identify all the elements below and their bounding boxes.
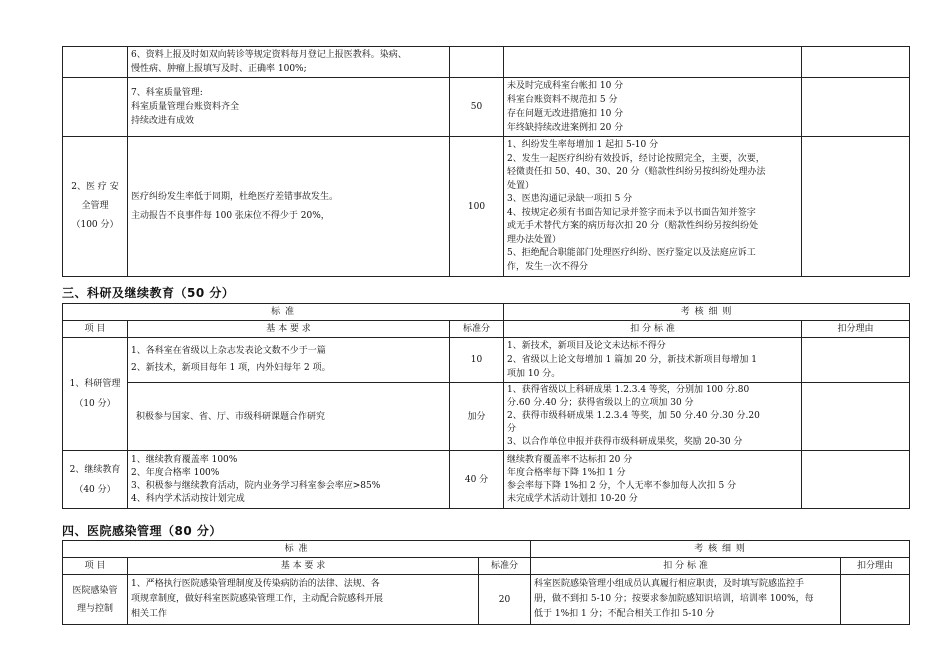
item-cell (63, 575, 128, 625)
score-cell: 20 (479, 575, 531, 625)
table-header-row (63, 541, 910, 558)
item-cell (63, 137, 128, 277)
column-header: 扣分理由 (841, 558, 910, 575)
text-line: 低于 1%扣 1 分；不配合相关工作扣 5-10 分 (534, 609, 715, 619)
text-line: 1、科研管理 (69, 379, 121, 389)
text-line: 存在问题无改进措施扣 10 分 (507, 109, 624, 119)
table-header-row (63, 558, 910, 575)
text-line: 4、科内学术活动按计划完成 (131, 493, 245, 504)
text-line: 3、积极参与继续教育活动，院内业务学习科室参会率应>85% (131, 480, 381, 491)
column-header: 扣分理由 (802, 321, 910, 338)
text-line: 1、新技术，新项目及论文未达标不得分 (507, 341, 666, 351)
text-line: 科室医院感染管理小组成员认真履行相应职责，及时填写院感监控手 (534, 579, 805, 589)
infection-control-table (62, 540, 910, 625)
deduction-cell (504, 47, 802, 78)
score-cell: 50 (450, 78, 504, 137)
table-row (63, 47, 910, 78)
item-cell (63, 78, 128, 137)
column-header: 基 本 要 求 (128, 321, 450, 338)
text-line: 科室质量管理台账资料齐全 (131, 102, 240, 112)
text-line: 主动报告不良事件每 100 张床位不得少于 20%， (131, 210, 330, 221)
requirement-cell: 积极参与国家、省、厅、市级科研课题合作研究 (128, 383, 450, 451)
text-line: 2、继续教育 (69, 464, 121, 475)
score-cell: 100 (450, 137, 504, 277)
text-line: 1、获得省级以上科研成果 1.2.3.4 等奖，分别加 100 分.80 (507, 385, 750, 395)
text-line: 未完成学术活动计划扣 10-20 分 (507, 493, 638, 504)
text-line: 作，发生一次不得分 (507, 261, 589, 272)
text-line: 理与控制 (76, 603, 113, 614)
column-header: 标准分 (479, 558, 531, 575)
text-line: 3、以合作单位申报并获得市级科研成果奖，奖励 20-30 分 (507, 437, 743, 447)
reason-cell (802, 78, 910, 137)
deduction-cell (531, 575, 841, 625)
deduction-cell (504, 78, 802, 137)
text-line: 全管理 (81, 201, 109, 211)
table-row (63, 383, 910, 451)
text-line: 科室台账资料不规范扣 5 分 (507, 95, 618, 105)
text-line: 年终缺持续改进案例扣 20 分 (507, 123, 624, 133)
score-cell: 40 分 (450, 451, 504, 509)
column-header: 项 目 (63, 321, 128, 338)
detail-header: 考 核 细 则 (504, 304, 910, 321)
text-line: 医院感染管 (72, 585, 118, 596)
text-line: 理办法处置） (507, 234, 562, 245)
score-cell: 10 (450, 338, 504, 383)
text-line: （10 分） (74, 399, 116, 409)
deduction-cell (504, 383, 802, 451)
table-row (63, 78, 910, 137)
item-cell (63, 451, 128, 509)
text-line: 医疗纠纷发生率低于同期，杜绝医疗差错事故发生。 (131, 191, 339, 202)
table-header-row (63, 321, 910, 338)
text-line: 相关工作 (131, 609, 168, 619)
column-header: 基 本 要 求 (128, 558, 479, 575)
text-line: 2、获得市级科研成果 1.2.3.4 等奖，加 50 分.40 分.30 分.20 (507, 411, 760, 421)
text-line: 分.60 分.40 分；获得省级以上的立项加 30 分 (507, 398, 694, 408)
reason-cell (802, 383, 910, 451)
text-line: 2、年度合格率 100% (131, 467, 220, 478)
text-line: 轻微责任扣 50、40、30、20 分（赔款性纠纷另按纠纷处理办法 (507, 167, 766, 177)
reason-cell (802, 137, 910, 277)
reason-cell (802, 47, 910, 78)
item-cell (63, 47, 128, 78)
text-line: 4、按规定必须有书面告知记录并签字而未予以书面告知并签字 (507, 207, 756, 218)
text-line: 1、纠纷发生率每增加 1 起扣 5-10 分 (507, 140, 659, 150)
requirement-cell (128, 137, 450, 277)
requirement-cell (128, 338, 450, 383)
table-row (63, 575, 910, 625)
text-line: 1、继续教育覆盖率 100% (131, 454, 238, 465)
text-line: 册，做不到扣 5-10 分；按要求参加院感知识培训，培训率 100%，每 (534, 594, 814, 604)
section-title: 三、科研及继续教育（50 分） (62, 286, 235, 300)
table-row (63, 137, 910, 277)
requirement-cell (128, 575, 479, 625)
column-header: 项 目 (63, 558, 128, 575)
table-header-row (63, 304, 910, 321)
text-line: 年度合格率每下降 1%扣 1 分 (507, 467, 626, 478)
medical-quality-table (62, 46, 910, 277)
text-line: 3、医患沟通记录缺一项扣 5 分 (507, 194, 633, 204)
requirement-cell (128, 78, 450, 137)
reason-cell (802, 338, 910, 383)
text-line: （100 分） (71, 220, 119, 230)
text-line: 1、严格执行医院感染管理制度及传染病防治的法律、法规、各 (131, 579, 380, 589)
deduction-cell (504, 338, 802, 383)
detail-header: 考 核 细 则 (531, 541, 910, 558)
item-cell (63, 338, 128, 451)
text-line: 2、新技术，新项目每年 1 项，内外妇每年 2 项。 (131, 363, 331, 373)
requirement-cell (128, 451, 450, 509)
text-line: 慢性病、肿瘤上报填写及时、正确率 100%; (131, 64, 307, 74)
text-line: 1、各科室在省级以上杂志发表论文数不少于一篇 (131, 346, 326, 356)
text-line: 7、科室质量管理: (131, 88, 203, 98)
text-line: （40 分） (74, 484, 116, 495)
deduction-cell (504, 137, 802, 277)
column-header: 标准分 (450, 321, 504, 338)
standard-header: 标 准 (63, 541, 531, 558)
text-line: 参会率每下降 1%扣 2 分，个人无率不参加每人次扣 5 分 (507, 480, 737, 491)
text-line: 分 (507, 424, 517, 434)
score-cell: 加分 (450, 383, 504, 451)
reason-cell (802, 451, 910, 509)
section-title: 四、医院感染管理（80 分） (62, 524, 222, 538)
score-cell (450, 47, 504, 78)
standard-header: 标 准 (63, 304, 504, 321)
text-line: 项规章制度，做好科室医院感染管理工作，主动配合院感科开展 (131, 594, 384, 604)
column-header: 扣 分 标 准 (504, 321, 802, 338)
text-line: 未及时完成科室台帐扣 10 分 (507, 81, 624, 91)
text-line: 6、资料上报及时如双向转诊等规定资料每月登记上报医教科。染病、 (131, 50, 407, 60)
table-row (63, 451, 910, 509)
text-line: 持续改进有成效 (131, 116, 195, 126)
text-line: 或无手术替代方案的病历每次扣 20 分（赔款性纠纷另按纠纷处 (507, 221, 759, 231)
reason-cell (841, 575, 910, 625)
text-line: 继续教育覆盖率不达标扣 20 分 (507, 454, 633, 465)
text-line: 项加 10 分。 (507, 369, 561, 379)
text-line: 5、拒绝配合职能部门处理医疗纠纷、医疗鉴定以及法庭应诉工 (507, 248, 756, 258)
requirement-cell (128, 47, 450, 78)
text-line: 处置） (507, 180, 535, 191)
text-line: 2、医 疗 安 (71, 182, 119, 192)
table-row (63, 338, 910, 383)
text-line: 2、发生一起医疗纠纷有效投诉，经讨论按照完全，主要，次要， (507, 153, 765, 164)
column-header: 扣 分 标 准 (531, 558, 841, 575)
text-line: 2、省级以上论文每增加 1 篇加 20 分，新技术新项目每增加 1 (507, 355, 757, 365)
research-education-table (62, 303, 910, 509)
deduction-cell (504, 451, 802, 509)
